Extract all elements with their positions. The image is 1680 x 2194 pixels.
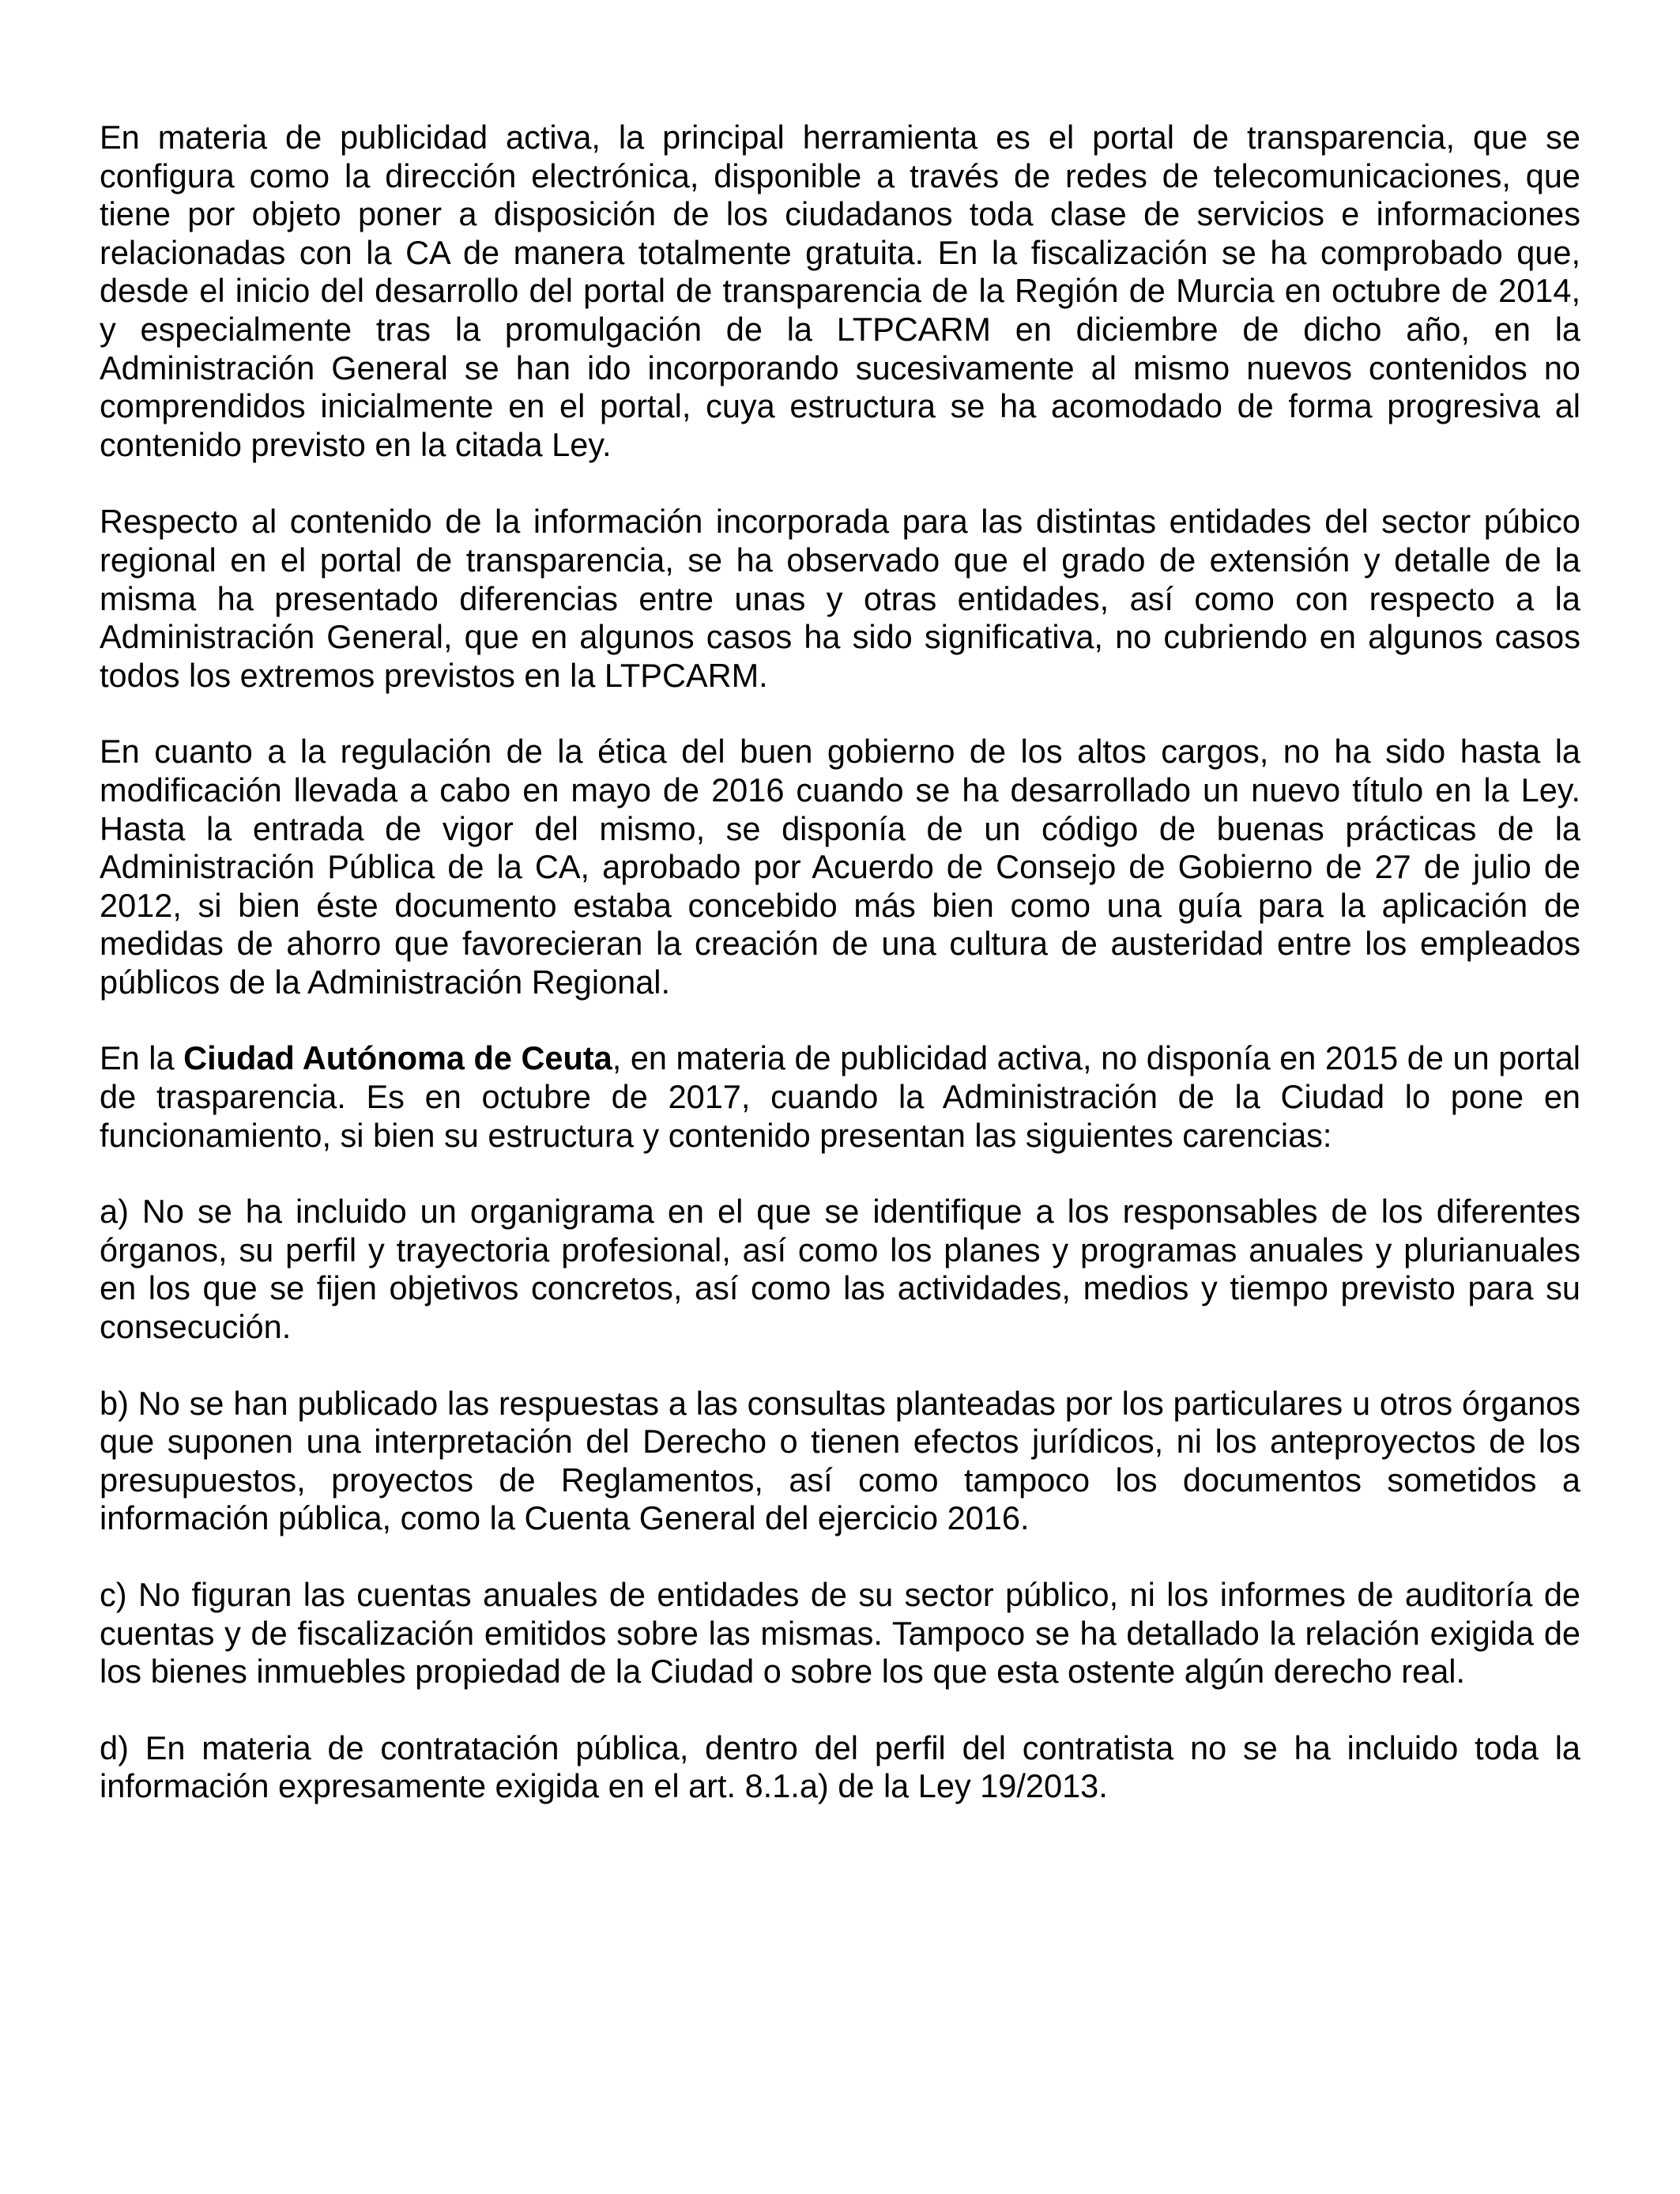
ceuta-bold-name: Ciudad Autónoma de Ceuta (183, 1039, 612, 1077)
paragraph-contenido-informacion: Respecto al contenido de la información incorporada para las distintas entidades del sector púbico regional en el portal de transparencia, se ha observado que el grado de extensión y detalle de la misma ha presentado diferencias entre unas y otras entidades, así como con respecto a la Administración General, que en algunos casos ha sido significativa, no cubriendo en algunos casos todos los extremos previstos en la LTPCARM. (100, 503, 1580, 694)
document-body (100, 119, 1580, 1844)
ceuta-suffix: , en materia de publicidad activa, no disponía en 2015 de un portal de trasparencia. Es en octubre de 2017, cuando la Administración de la Ciudad lo pone en funcionamiento, si bien su estructura y contenido presentan las siguientes carencias: (100, 1039, 1581, 1154)
list-item-c: c) No figuran las cuentas anuales de entidades de su sector público, ni los informes de auditoría de cuentas y de fiscalización emitidos sobre las mismas. Tampoco se ha detallado la relación exigida de los bienes inmuebles propiedad de la Ciudad o sobre los que esta ostente algún derecho real. (100, 1576, 1580, 1691)
ceuta-prefix: En la (100, 1039, 184, 1077)
paragraph-publicidad-activa-murcia: En materia de publicidad activa, la principal herramienta es el portal de transparencia, que se configura como la dirección electrónica, disponible a través de redes de telecomunicaciones, que tiene por objeto poner a disposición de los ciudadanos toda clase de servicios e informaciones relacionadas con la CA de manera totalmente gratuita. En la fiscalización se ha comprobado que, desde el inicio del desarrollo del portal de transparencia de la Región de Murcia en octubre de 2014, y especialmente tras la promulgación de la LTPCARM en diciembre de dicho año, en la Administración General se han ido incorporando sucesivamente al mismo nuevos contenidos no comprendidos inicialmente en el portal, cuya estructura se ha acomodado de forma progresiva al contenido previsto en la citada Ley. (100, 119, 1580, 463)
list-item-d: d) En materia de contratación pública, dentro del perfil del contratista no se ha incluido toda la información expresamente exigida en el art. 8.1.a) de la Ley 19/2013. (100, 1728, 1580, 1805)
paragraph-ceuta (100, 1039, 1580, 1155)
list-item-a: a) No se ha incluido un organigrama en el que se identifique a los responsables de los diferentes órganos, su perfil y trayectoria profesional, así como los planes y programas anuales y plurianuales en los que se fijen objetivos concretos, así como las actividades, medios y tiempo previsto para su consecución. (100, 1193, 1580, 1346)
list-item-b: b) No se han publicado las respuestas a las consultas planteadas por los particulares u otros órganos que suponen una interpretación del Derecho o tienen efectos jurídicos, ni los anteproyectos de los presupuestos, proyectos de Reglamentos, así como tampoco los documentos sometidos a información pública, como la Cuenta General del ejercicio 2016. (100, 1384, 1580, 1537)
paragraph-etica-buen-gobierno: En cuanto a la regulación de la ética del buen gobierno de los altos cargos, no ha sido hasta la modificación llevada a cabo en mayo de 2016 cuando se ha desarrollado un nuevo título en la Ley. Hasta la entrada de vigor del mismo, se disponía de un código de buenas prácticas de la Administración Pública de la CA, aprobado por Acuerdo de Consejo de Gobierno de 27 de julio de 2012, si bien éste documento estaba concebido más bien como una guía para la aplicación de medidas de ahorro que favorecieran la creación de una cultura de austeridad entre los empleados públicos de la Administración Regional. (100, 733, 1580, 1001)
